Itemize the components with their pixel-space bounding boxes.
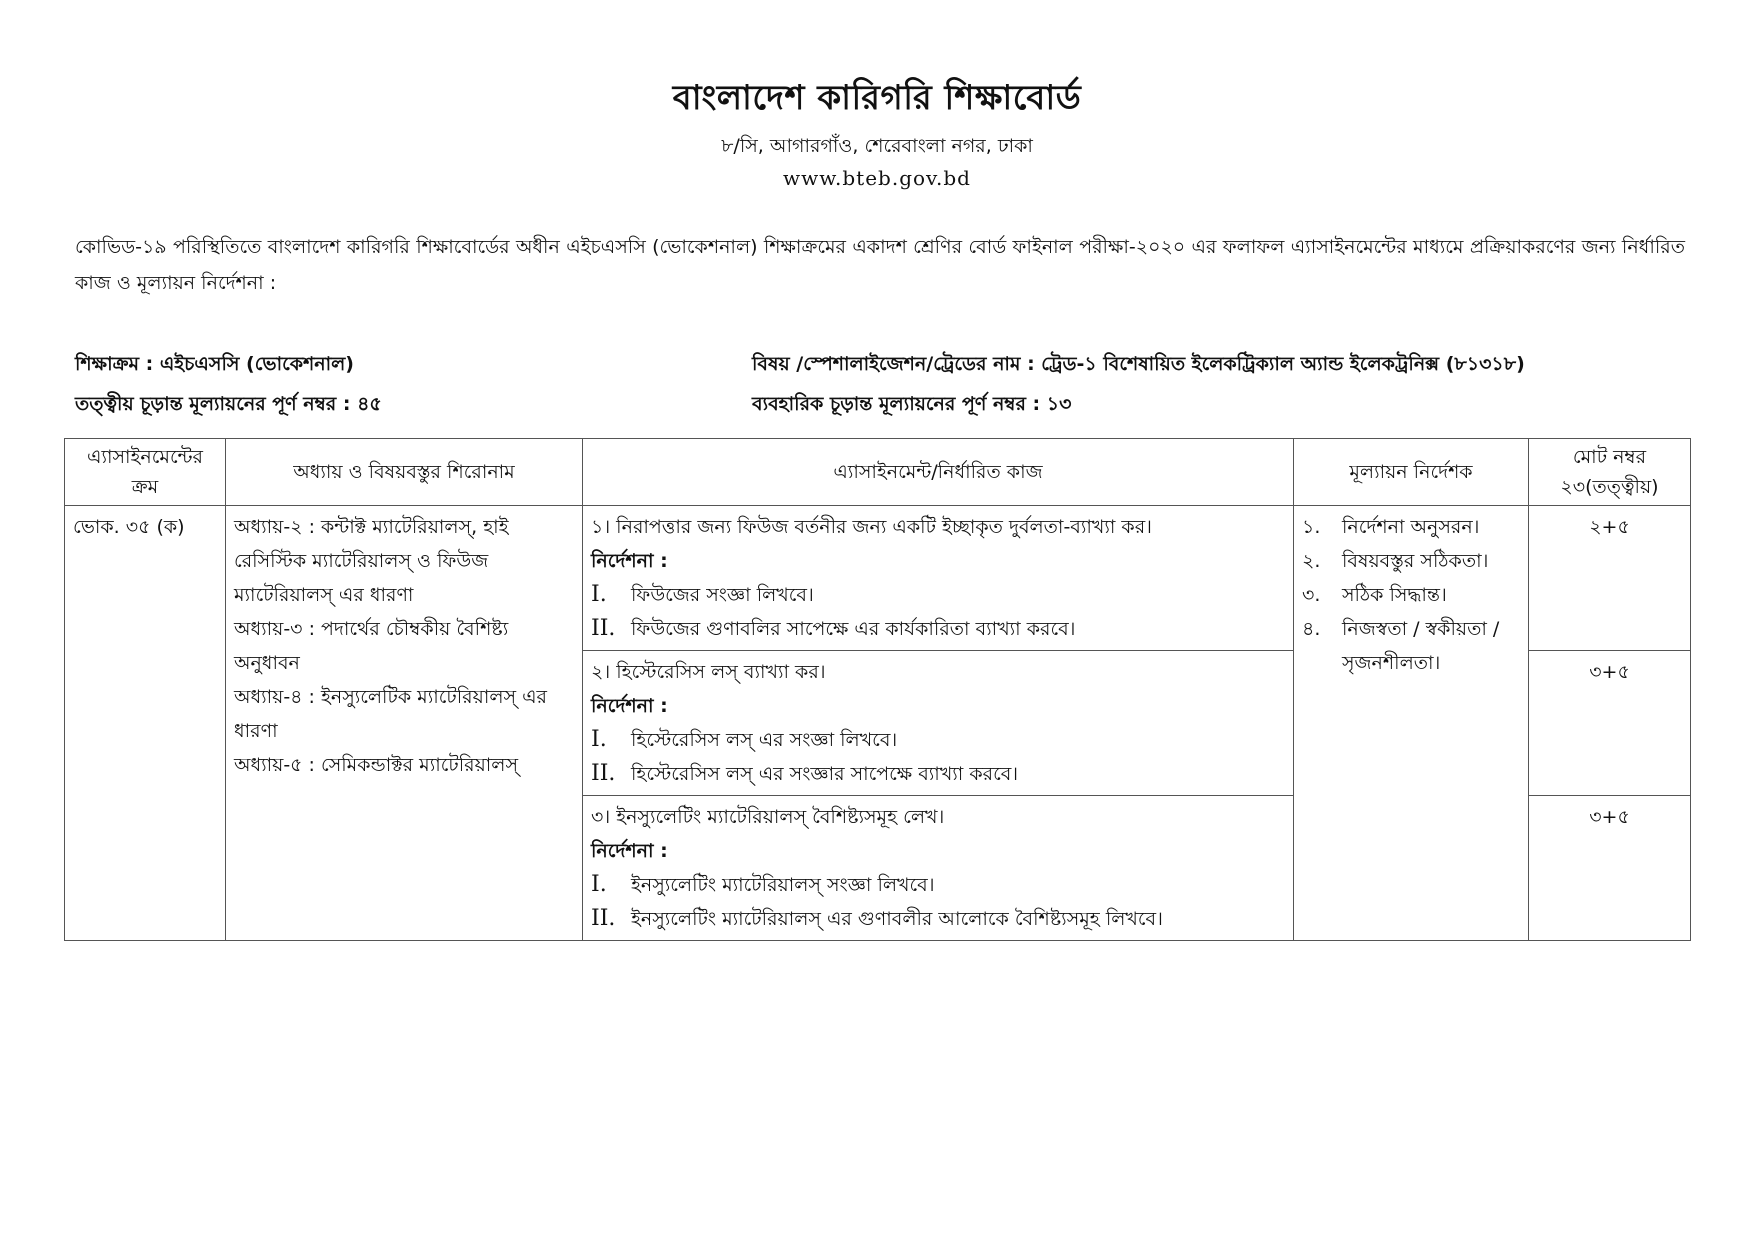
direction-text: ইনস্যুলেটিং ম্যাটেরিয়ালস্‌ সংজ্ঞা লিখবে। [631,874,935,896]
board-title: বাংলাদেশ কারিগরি শিক্ষাবোর্ড [672,78,1082,118]
intro-paragraph: কোভিড-১৯ পরিস্থিতিতে বাংলাদেশ কারিগরি শিক্ষাবোর্ডের অধীন এইচএসসি (ভোকেশনাল) শিক্ষাক্রমের একাদশ শ্রেণির বোর্ড ফাইনাল পরীক্ষা-২০২০ এর ফলাফল এ্যাসাইনমেন্টের মাধ্যমে প্রক্রিয়াকরণের জন্য নির্ধারিত কাজ ও মূল্যায়ন নির্দেশনা : [75,236,1685,294]
marks-cell: ৩+৫ [1529,651,1691,796]
marks-cell: ৩+৫ [1529,796,1691,941]
assignment-table [64,438,1691,941]
task-cell-3 [583,796,1294,941]
direction-label: নির্দেশনা : [591,550,668,572]
direction-text: ফিউজের গুণাবলির সাপেক্ষে এর কার্যকারিতা ব্যাখ্যা করবে। [631,618,1076,640]
task-question: ৩। ইনস্যুলেটিং ম্যাটেরিয়ালস্‌ বৈশিষ্ট্যসমূহ লেখ। [591,806,945,828]
evaluation-item [1302,544,1520,578]
direction-item [591,723,1285,757]
marks-cell: ২+৫ [1529,506,1691,651]
direction-text: হিস্টেরেসিস লস্‌ এর সংজ্ঞা লিখবে। [631,729,898,751]
board-website: www.bteb.gov.bd [783,166,971,190]
header-serial-line1: এ্যাসাইনমেন্টের [87,446,203,468]
task-cell-1 [583,506,1294,651]
header-evaluation: মূল্যায়ন নির্দেশক [1294,439,1529,506]
direction-item [591,578,1285,612]
header-total-marks-line1: মোট নম্বর [1572,446,1647,468]
evaluation-number: ২. [1302,550,1321,572]
theory-marks-label: তত্ত্বীয় চূড়ান্ত মূল্যায়নের পূর্ণ নম্বর : ৪৫ [75,393,382,415]
evaluation-text: নিজস্বতা / স্বকীয়তা / সৃজনশীলতা। [1342,618,1500,674]
roman-numeral: II. [591,761,616,786]
header-total-marks-line2: ২৩(তত্ত্বীয়) [1560,476,1659,498]
header-serial-line2: ক্রম [131,476,159,498]
roman-numeral: I. [591,582,607,607]
header-total-marks [1529,439,1691,506]
task-question: ১। নিরাপত্তার জন্য ফিউজ বর্তনীর জন্য একটি ইচ্ছাকৃত দুর্বলতা-ব্যাখ্যা কর। [591,516,1152,538]
roman-numeral: I. [591,872,607,897]
direction-item [591,868,1285,902]
task-cell-2 [583,651,1294,796]
evaluation-text: বিষয়বস্তুর সঠিকতা। [1342,550,1489,572]
table-header-row [65,439,1691,506]
evaluation-text: নির্দেশনা অনুসরন। [1342,516,1480,538]
evaluation-text: সঠিক সিদ্ধান্ত। [1342,584,1447,606]
header-tasks: এ্যাসাইনমেন্ট/নির্ধারিত কাজ [583,439,1294,506]
header-chapters: অধ্যায় ও বিষয়বস্তুর শিরোনাম [226,439,583,506]
evaluation-item [1302,578,1520,612]
direction-item [591,757,1285,791]
evaluation-number: ১. [1302,516,1321,538]
serial-cell: ভোক. ৩৫ (ক) [65,506,226,941]
evaluation-cell [1294,506,1529,941]
direction-text: ইনস্যুলেটিং ম্যাটেরিয়ালস্‌ এর গুণাবলীর আলোকে বৈশিষ্ট্যসমূহ লিখবে। [631,908,1163,930]
evaluation-item [1302,510,1520,544]
direction-item [591,902,1285,936]
roman-numeral: II. [591,616,616,641]
chapter-item: অধ্যায়-৪ : ইনস্যুলেটিক ম্যাটেরিয়ালস্‌ এর ধারণা [234,686,547,742]
evaluation-item [1302,612,1520,680]
evaluation-list [1302,510,1520,680]
chapters-cell [226,506,583,941]
roman-numeral: II. [591,906,616,931]
direction-text: ফিউজের সংজ্ঞা লিখবে। [631,584,814,606]
practical-marks-label: ব্যবহারিক চূড়ান্ত মূল্যায়নের পূর্ণ নম্বর : ১৩ [752,393,1072,415]
chapter-item: অধ্যায়-২ : কন্টাক্ট ম্যাটেরিয়ালস্‌, হাই রেসিস্টিক ম্যাটেরিয়ালস্‌ ও ফিউজ ম্যাটেরিয়ালস্‌ এর ধারণা [234,516,509,606]
evaluation-number: ৪. [1302,618,1321,640]
board-address: ৮/সি, আগারগাঁও, শেরেবাংলা নগর, ঢাকা [721,135,1033,157]
direction-item [591,612,1285,646]
direction-label: নির্দেশনা : [591,840,668,862]
direction-text: হিস্টেরেসিস লস্‌ এর সংজ্ঞার সাপেক্ষে ব্যাখ্যা করবে। [631,763,1019,785]
curriculum-label: শিক্ষাক্রম : এইচএসসি (ভোকেশনাল) [75,353,354,375]
chapter-item: অধ্যায়-৫ : সেমিকন্ডাক্টর ম্যাটেরিয়ালস্‌ [234,754,519,776]
task-question: ২। হিস্টেরেসিস লস্‌ ব্যাখ্যা কর। [591,661,826,683]
table-row [65,506,1691,651]
chapter-item: অধ্যায়-৩ : পদার্থের চৌম্বকীয় বৈশিষ্ট্য অনুধাবন [234,618,509,674]
direction-label: নির্দেশনা : [591,695,668,717]
roman-numeral: I. [591,727,607,752]
evaluation-number: ৩. [1302,584,1321,606]
subject-label: বিষয় /স্পেশালাইজেশন/ট্রেডের নাম : ট্রেড-১ বিশেষায়িত ইলেকট্রিক্যাল অ্যান্ড ইলেকট্রনিক্স (৮১৩১৮) [752,353,1525,375]
header-serial [65,439,226,506]
